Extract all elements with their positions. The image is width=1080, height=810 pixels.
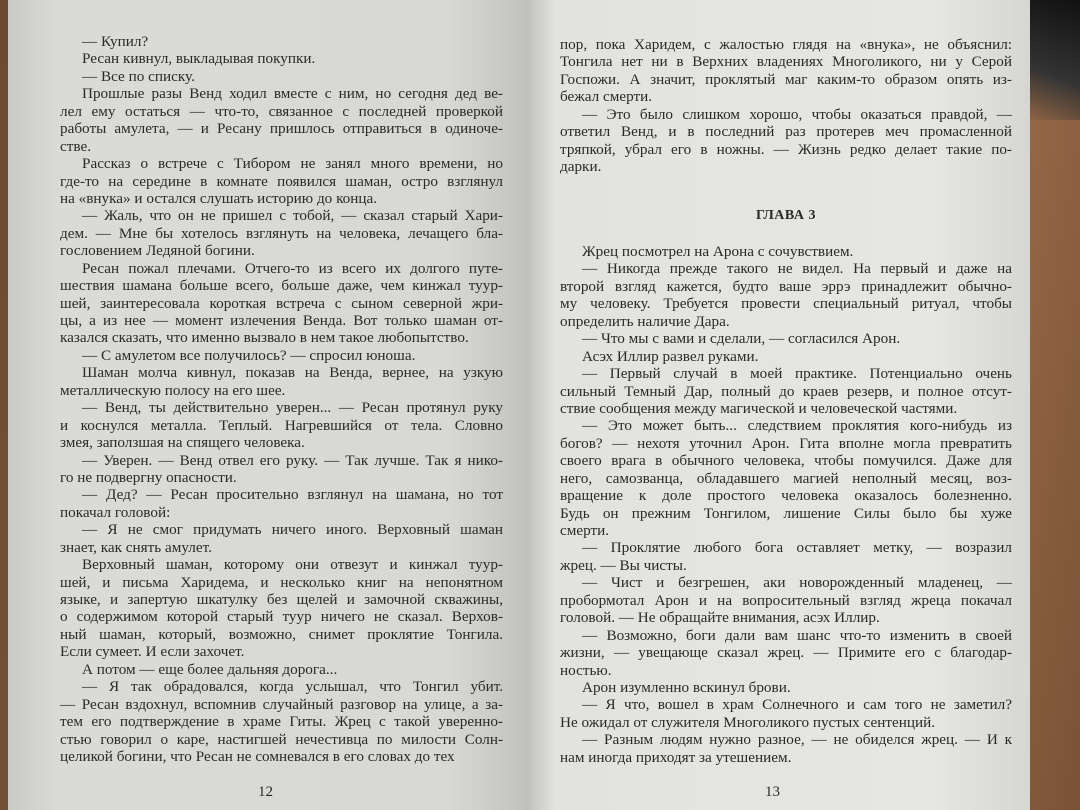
text-line: — Это может быть... следствием проклятия кого-нибудь из (582, 417, 1012, 435)
text-line: пробормотал Арон и на вопросительный взгляд жреца покачал (560, 591, 1012, 609)
text-line: ответил Венд, и в последний раз протерев меч промасленной (560, 123, 1012, 141)
text-line: своего врага в обычного человека, чтобы помучился. Даже для (560, 452, 1012, 470)
text-line: Жрец посмотрел на Арона с сочувствием. (582, 243, 854, 260)
text-line: — Уверен. — Венд отвел его руку. — Так лучше. Так я нико- (82, 451, 503, 469)
text-line: целикой богини, что Ресан не сомневался в его словах до тех (60, 747, 455, 765)
text-line: жрец. — Вы чисты. (560, 556, 687, 574)
text-line: Госпожи. А значит, проклятый маг каким-то образом опять из- (560, 70, 1012, 88)
text-line: Не ожидал от служителя Многоликого пустых сентенций. (560, 713, 936, 731)
text-line: знает, как снять амулет. (60, 538, 212, 556)
text-line: него, самозванца, обладавшего магией неполный месяц, воз- (560, 469, 1012, 487)
text-line: металлическую полосу на его шее. (60, 381, 286, 399)
text-line: лел ему остаться — что-то, связанное с последней проверкой (60, 102, 503, 120)
text-line: А потом — еще более дальняя дорога... (82, 660, 338, 678)
text-line: му человеку. Требуется провести специальный ритуал, чтобы (560, 295, 1012, 313)
left-page-text (60, 33, 503, 765)
text-line: — С амулетом все получилось? — спросил юноша. (82, 346, 416, 364)
text-line: нам иногда приходят за утешением. (560, 748, 792, 766)
text-line: Прошлые разы Венд ходил вместе с ним, но сегодня дед ве- (82, 85, 503, 103)
text-line: и коснулся металла. Теплый. Нагревшийся от тела. Словно (60, 416, 503, 434)
text-line: головой. — Не обращайте внимания, асэх Иллир. (560, 609, 880, 627)
right-page-text-chapter (560, 243, 1012, 766)
text-line: гословением Ледяной богини. (60, 242, 255, 260)
text-line: сильный Темный Дар, полный до краев резерв, и полное отсут- (560, 382, 1012, 400)
page-number-right: 13 (765, 784, 780, 800)
text-line: определить наличие Дара. (560, 312, 730, 330)
text-line: вращение к доле простого человека оказалось болезненно. (560, 487, 1012, 505)
text-line: Верховный шаман, которому они отвезут и кинжал туур- (82, 556, 503, 574)
text-line: — Я что, вошел в храм Солнечного и сам того не заметил? (582, 696, 1012, 714)
text-line: пор, пока Харидем, с жалостью глядя на «внука», не объяснил: (560, 36, 1012, 53)
text-line: — Что мы с вами и сделали, — согласился Арон. (582, 330, 901, 348)
text-line: Шаман молча кивнул, показав на Венда, вернее, на узкую (82, 364, 503, 382)
text-line: покачал головой: (60, 503, 171, 521)
text-line: шей, заинтересовала короткая встреча с сыном северной жри- (60, 294, 503, 312)
text-line: жизни, — увещающе сказал жрец. — Примите его с благодар- (560, 644, 1012, 662)
text-line: — Чист и безгрешен, аки новорожденный младенец, — (582, 574, 1012, 592)
left-page (8, 0, 525, 810)
text-line: бежал смерти. (560, 88, 653, 106)
text-line: шей, и письма Харидема, и несколько книг на непонятном (60, 573, 503, 591)
text-line: тряпкой, убрал его в ножны. — Жизнь редко делает такие по- (560, 140, 1012, 158)
text-line: тем его подтверждение в храме Гиты. Жрец с такой уверенно- (60, 713, 503, 731)
text-line: смерти. (560, 522, 610, 539)
text-line: дарки. (560, 158, 602, 176)
text-line: — Я так обрадовался, когда услышал, что Тонгил убит. (82, 678, 503, 696)
text-line: ностью. (560, 661, 612, 679)
chapter-heading: ГЛАВА 3 (756, 208, 816, 223)
right-page (525, 0, 1030, 810)
text-line: о содержимом которой старый туур ничего не сказал. Верхов- (60, 608, 503, 626)
text-line: — Венд, ты действительно уверен... — Ресан протянул руку (82, 399, 503, 417)
text-line: дем. — Мне бы хотелось взглянуть на человека, лечащего бла- (60, 224, 503, 242)
text-line: на «внука» и остался слушать историю до конца. (60, 189, 378, 207)
text-line: Будь он прежним Тонгилом, лишение Силы было бы хуже (560, 504, 1012, 522)
text-line: — Возможно, боги дали вам шанс что-то изменить в своей (582, 626, 1012, 644)
text-line: — Ресан вздохнул, вспомнив случайный разговор на улице, а за- (60, 695, 503, 713)
text-line: второй взгляд кажется, будто ваше эррэ принадлежит обычно- (560, 277, 1012, 295)
text-line: Асэх Иллир развел руками. (582, 347, 759, 365)
text-line: Арон изумленно вскинул брови. (582, 678, 791, 696)
text-line: — Проклятие любого бога оставляет метку, — возразил (582, 539, 1012, 557)
text-line: ный шаман, который, возможно, снимет проклятие Тонгила. (60, 625, 503, 643)
text-line: цы, а из нее — момент излечения Венда. Вот только шаман от- (60, 312, 503, 329)
text-line: — Это было слишком хорошо, чтобы оказаться правдой, — (582, 105, 1012, 123)
page-number-left: 12 (258, 784, 273, 800)
text-line: — Никогда прежде такого не видел. На первый и даже на (582, 260, 1012, 278)
text-line: — Купил? (82, 33, 149, 50)
text-line: — Жаль, что он не пришел с тобой, — сказал старый Хари- (82, 207, 503, 225)
text-line: Ресан пожал плечами. Отчего-то из всего их долгого путе- (82, 259, 503, 277)
text-line: языке, и запертую шкатулку без щелей и замочной скважины, (60, 591, 503, 608)
text-line: — Первый случай в моей практике. Потенциально очень (582, 365, 1012, 383)
text-line: Рассказ о встрече с Тибором не занял много времени, но (82, 155, 503, 173)
text-line: Ресан кивнул, выкладывая покупки. (82, 50, 316, 68)
text-line: — Разным людям нужно разное, — не обиделся жрец. — И к (582, 731, 1012, 749)
text-line: работы амулета, — и Ресану пришлось отправиться в одиноче- (60, 120, 503, 138)
text-line: где-то на середине в комнате появился шаман, остро взглянул (60, 172, 503, 190)
text-line: стью говорил о каре, настигшей нечестивца по милости Солн- (60, 730, 503, 748)
text-line: — Дед? — Ресан просительно взглянул на шамана, но тот (82, 486, 503, 504)
right-page-text-top (560, 36, 1012, 176)
text-line: казался сказать, что именно вызвало в нем такое любопытство. (60, 329, 469, 347)
text-line: го не подвергну опасности. (60, 468, 237, 486)
text-line: Если сумеет. И если захочет. (60, 643, 245, 661)
text-line: змея, заползшая на спящего человека. (60, 434, 305, 452)
text-line: стве. (60, 137, 91, 155)
text-line: шествия шамана больше всего, больше даже, чем кинжал туур- (60, 277, 503, 295)
text-line: ствие сообщения между магической и человеческой частями. (560, 399, 958, 417)
text-line: богов? — нехотя уточнил Арон. Гита вполне могла превратить (560, 434, 1012, 452)
text-line: Тонгила нет ни в Верхних владениях Многоликого, ни у Серой (560, 53, 1012, 71)
text-line: — Я не смог придумать ничего иного. Верховный шаман (82, 521, 503, 539)
text-line: — Все по списку. (82, 67, 195, 85)
